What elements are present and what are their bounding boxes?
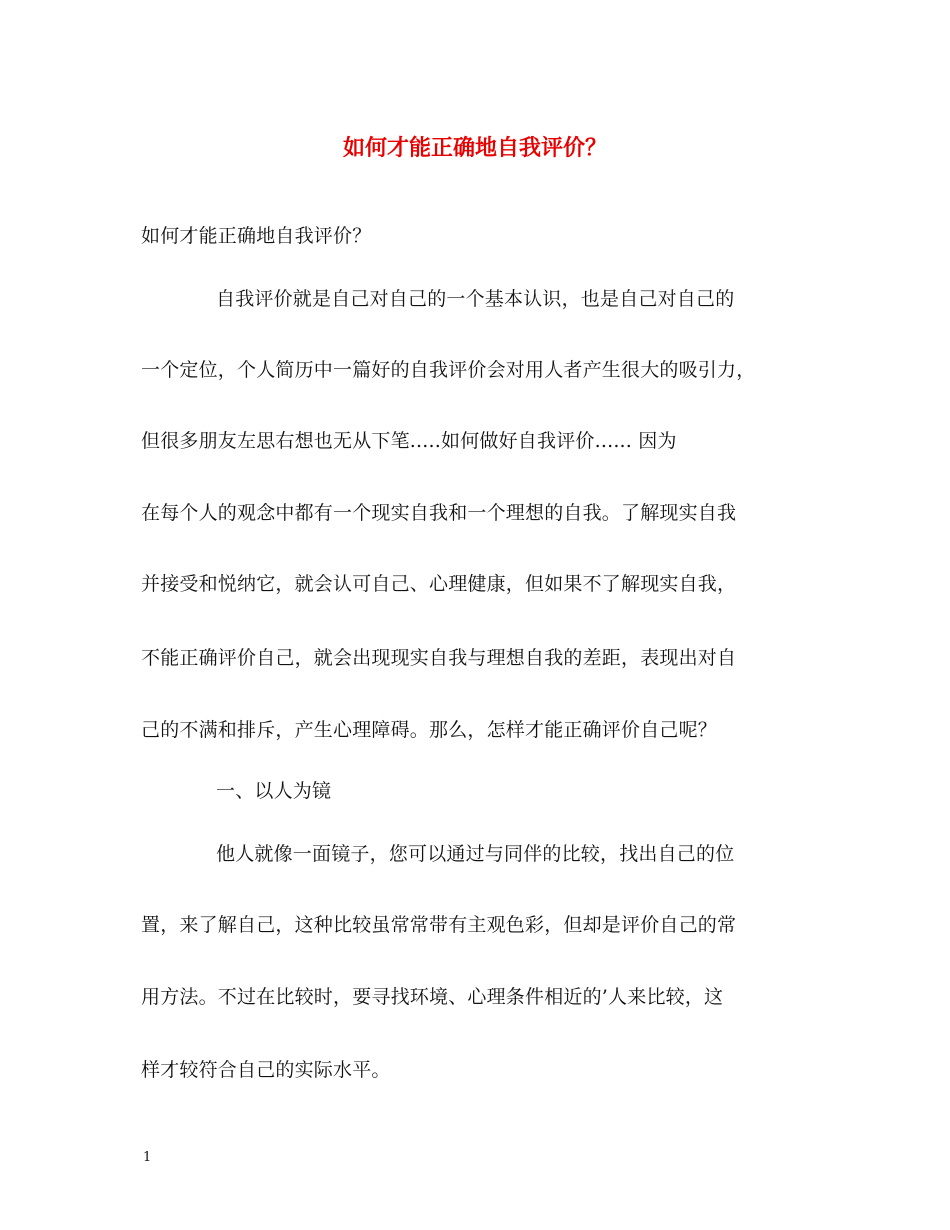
paragraph-line: 样才较符合自己的实际水平。 [141, 1059, 391, 1081]
paragraph-line: 己的不满和排斥，产生心理障碍。那么，怎样才能正确评价自己呢？ [141, 719, 718, 741]
paragraph-line: 在每个人的观念中都有一个现实自我和一个理想的自我。了解现实自我 [141, 502, 737, 524]
paragraph-line: 他人就像一面镜子，您可以通过与同伴的比较，找出自己的位 [216, 843, 735, 865]
document-title: 如何才能正确地自我评价？ [342, 135, 607, 161]
paragraph-line: 但很多朋友左思右想也无从下笔.....如何做好自我评价...... 因为 [141, 430, 677, 452]
paragraph-line: 并接受和悦纳它，就会认可自己、心理健康，但如果不了解现实自我， [141, 573, 737, 595]
document-subtitle: 如何才能正确地自我评价？ [141, 225, 372, 247]
page-number: 1 [143, 1150, 152, 1165]
paragraph-line: 置，来了解自己，这种比较虽常常带有主观色彩，但却是评价自己的常 [141, 914, 737, 936]
paragraph-line: 自我评价就是自己对自己的一个基本认识，也是自己对自己的 [216, 288, 735, 310]
section-heading: 一、以人为镜 [216, 780, 332, 802]
paragraph-line: 一个定位，个人简历中一篇好的自我评价会对用人者产生很大的吸引力， [141, 359, 756, 381]
paragraph-line: 不能正确评价自己，就会出现现实自我与理想自我的差距，表现出对自 [141, 647, 737, 669]
paragraph-line: 用方法。不过在比较时，要寻找环境、心理条件相近的’人来比较，这 [141, 986, 724, 1008]
